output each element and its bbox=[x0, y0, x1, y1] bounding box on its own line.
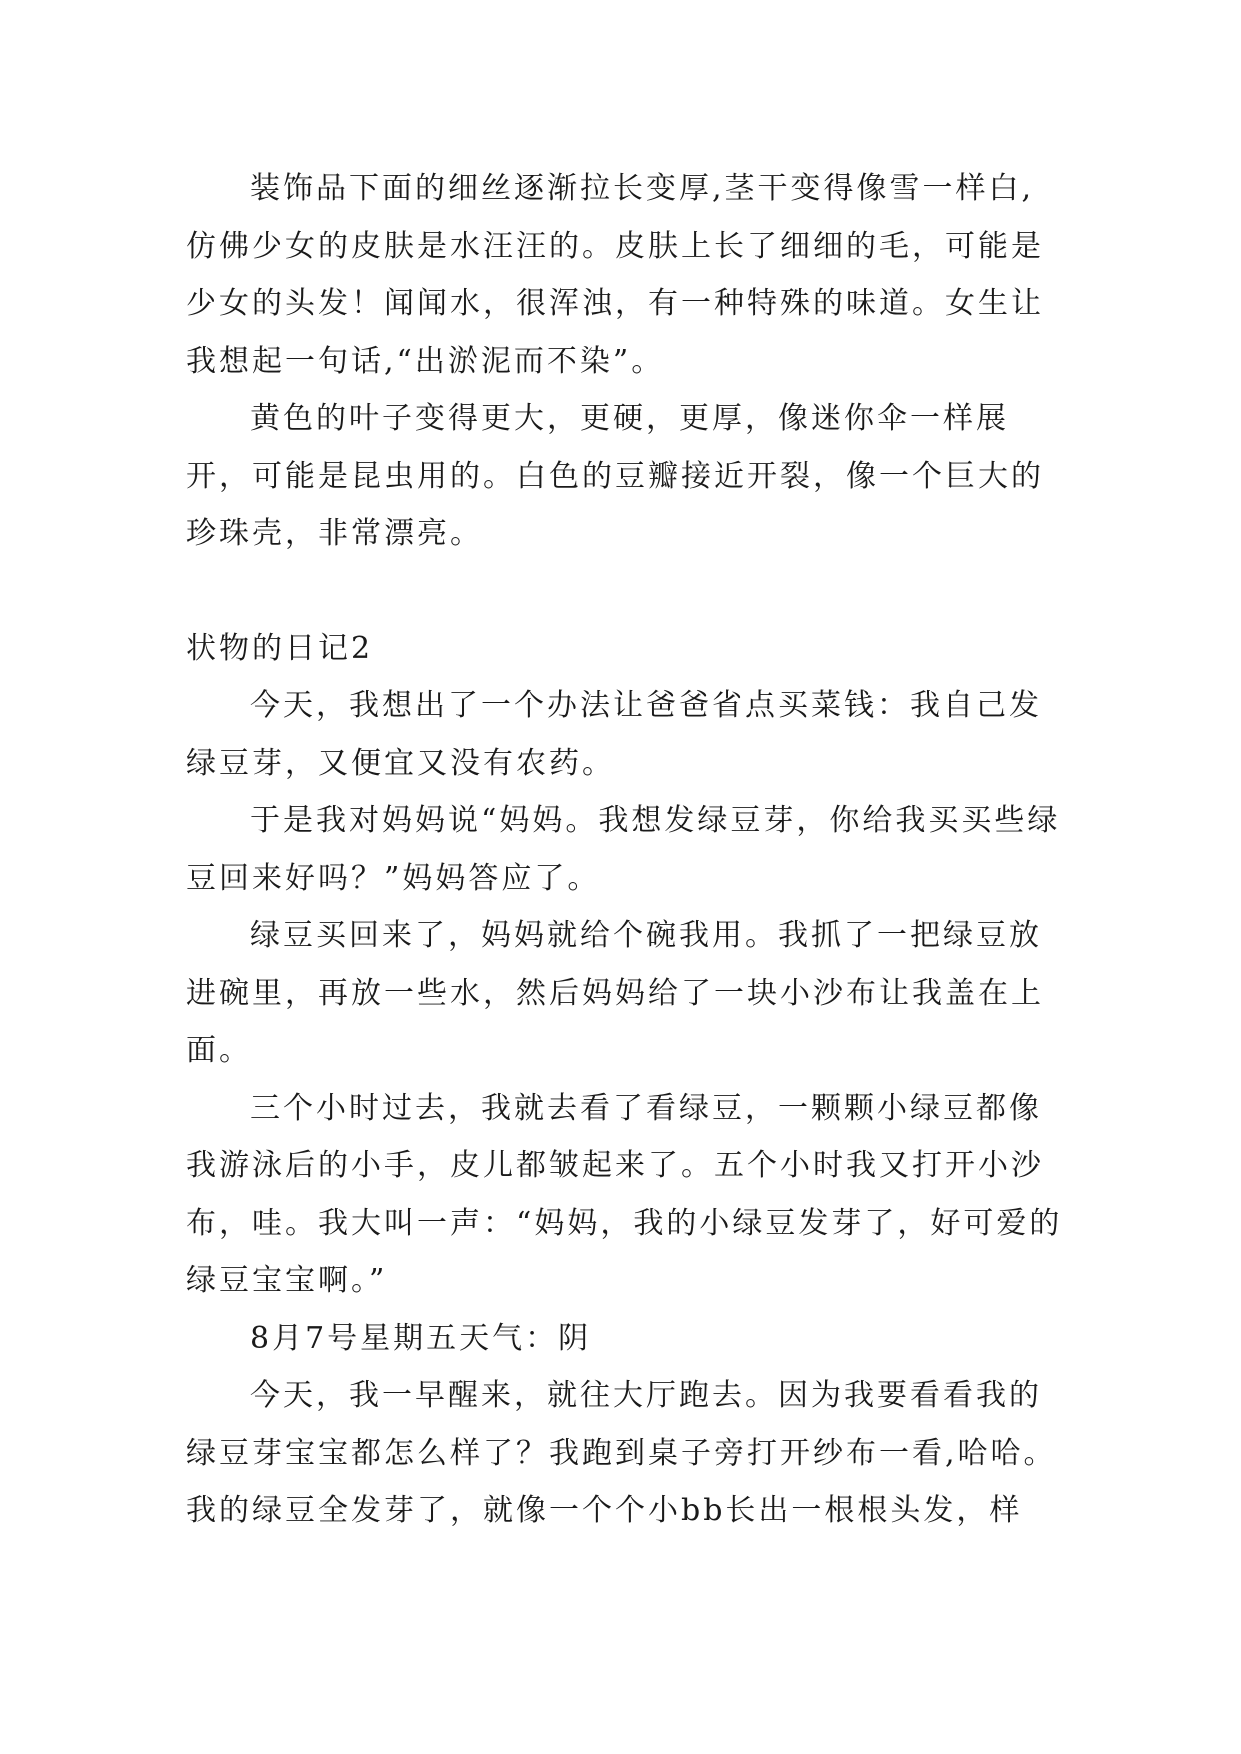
document-body bbox=[186, 160, 1066, 1540]
paragraph: 今天，我一早醒来，就往大厅跑去。因为我要看看我的绿豆芽宝宝都怎么样了？我跑到桌子旁打开纱布一看,哈哈。我的绿豆全发芽了，就像一个个小bb长出一根根头发，样 bbox=[186, 1378, 1057, 1528]
date-weather-line: 8月7号星期五天气：阴 bbox=[250, 1320, 592, 1356]
paragraph: 今天，我想出了一个办法让爸爸省点买菜钱：我自己发绿豆芽，又便宜又没有农药。 bbox=[186, 688, 1042, 781]
paragraph: 于是我对妈妈说“妈妈。我想发绿豆芽，你给我买买些绿豆回来好吗？”妈妈答应了。 bbox=[186, 803, 1061, 896]
paragraph: 装饰品下面的细丝逐渐拉长变厚,茎干变得像雪一样白,仿佛少女的皮肤是水汪汪的。皮肤上长了细细的毛，可能是少女的头发！闻闻水，很浑浊，有一种特殊的味道。女生让我想起一句话,“出淤泥而不染”。 bbox=[186, 171, 1044, 379]
section-title: 状物的日记2 bbox=[186, 630, 374, 666]
paragraph: 三个小时过去，我就去看了看绿豆，一颗颗小绿豆都像我游泳后的小手，皮儿都皱起来了。五个小时我又打开小沙布，哇。我大叫一声：“妈妈，我的小绿豆发芽了，好可爱的绿豆宝宝啊。” bbox=[186, 1090, 1063, 1298]
paragraph: 绿豆买回来了，妈妈就给个碗我用。我抓了一把绿豆放进碗里，再放一些水，然后妈妈给了一块小沙布让我盖在上面。 bbox=[186, 918, 1044, 1068]
paragraph: 黄色的叶子变得更大，更硬，更厚，像迷你伞一样展开，可能是昆虫用的。白色的豆瓣接近开裂，像一个巨大的珍珠壳，非常漂亮。 bbox=[186, 401, 1044, 551]
